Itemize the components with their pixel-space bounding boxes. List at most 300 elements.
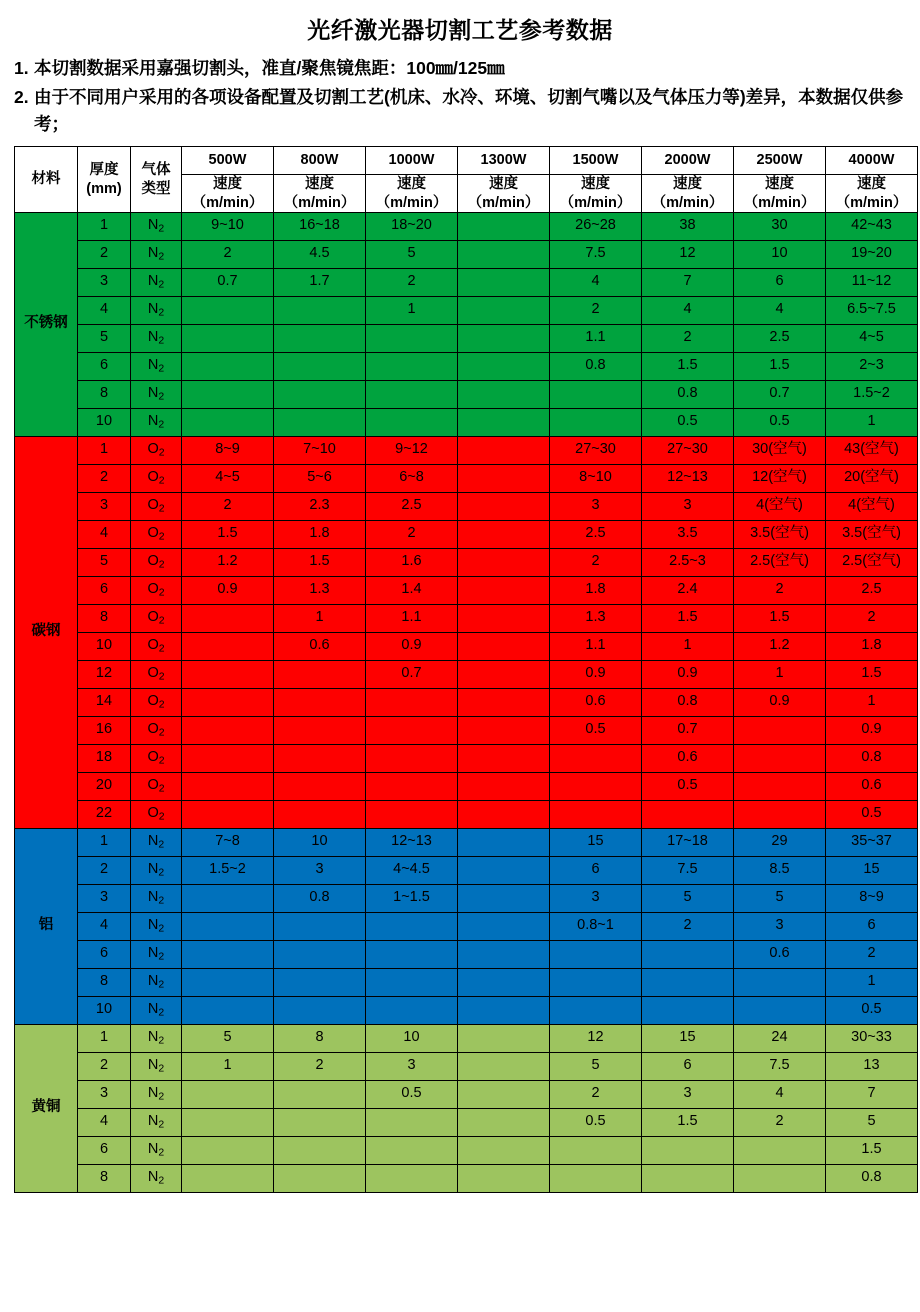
speed-label: 速度 — [213, 176, 242, 193]
speed-cell: 2.5(空气) — [734, 548, 826, 576]
speed-cell: 1.2 — [182, 548, 274, 576]
speed-cell: 3 — [274, 856, 366, 884]
speed-cell — [366, 380, 458, 408]
thickness-cell: 6 — [78, 576, 131, 604]
speed-cell: 8 — [274, 1024, 366, 1052]
speed-cell — [642, 968, 734, 996]
speed-cell: 0.5 — [826, 800, 918, 828]
header-power-2000w: 2000W — [642, 147, 734, 175]
speed-cell: 1 — [274, 604, 366, 632]
gas-cell: $N_2$ — [131, 408, 182, 436]
gas-cell: $N_2$ — [131, 212, 182, 240]
speed-cell: 3 — [550, 884, 642, 912]
thickness-cell: 2 — [78, 464, 131, 492]
speed-cell: 0.8 — [642, 688, 734, 716]
gas-cell: $O_2$ — [131, 464, 182, 492]
speed-cell: 2.5 — [550, 520, 642, 548]
speed-cell: 3.5(空气) — [826, 520, 918, 548]
gas-cell: $N_2$ — [131, 352, 182, 380]
speed-cell — [182, 632, 274, 660]
speed-cell: 0.9 — [366, 632, 458, 660]
material-cell: 铝 — [15, 828, 78, 1024]
table-row — [15, 940, 918, 968]
speed-cell: 0.8~1 — [550, 912, 642, 940]
table-row — [15, 520, 918, 548]
speed-cell: 1.5 — [734, 604, 826, 632]
table-row — [15, 968, 918, 996]
document-page — [0, 12, 920, 1312]
speed-cell — [182, 408, 274, 436]
speed-cell — [366, 1108, 458, 1136]
table-row — [15, 688, 918, 716]
speed-cell: 7~8 — [182, 828, 274, 856]
gas-cell: $N_2$ — [131, 1052, 182, 1080]
speed-cell: 27~30 — [550, 436, 642, 464]
speed-cell: 0.5 — [366, 1080, 458, 1108]
thickness-cell: 14 — [78, 688, 131, 716]
gas-cell: $O_2$ — [131, 604, 182, 632]
speed-cell: 8.5 — [734, 856, 826, 884]
gas-cell: $O_2$ — [131, 520, 182, 548]
speed-cell — [550, 800, 642, 828]
speed-cell — [458, 296, 550, 324]
speed-cell — [274, 800, 366, 828]
speed-label: 速度 — [673, 176, 702, 193]
gas-cell: $N_2$ — [131, 1164, 182, 1192]
speed-cell — [366, 1164, 458, 1192]
speed-cell: 43(空气) — [826, 436, 918, 464]
speed-cell — [274, 296, 366, 324]
page-title: 光纤激光器切割工艺参考数据 — [307, 17, 613, 43]
gas-cell: $N_2$ — [131, 240, 182, 268]
speed-cell — [274, 912, 366, 940]
speed-cell — [366, 772, 458, 800]
speed-cell: 8~9 — [826, 884, 918, 912]
header-thickness-line1: 厚度 — [89, 162, 119, 179]
speed-cell — [642, 1164, 734, 1192]
gas-cell: $O_2$ — [131, 576, 182, 604]
speed-cell — [458, 240, 550, 268]
header-speed-1000w — [366, 175, 458, 212]
note-item — [14, 84, 920, 138]
gas-cell: $N_2$ — [131, 1080, 182, 1108]
speed-cell — [366, 996, 458, 1024]
speed-cell: 2 — [734, 1108, 826, 1136]
speed-cell — [734, 1136, 826, 1164]
speed-cell — [366, 716, 458, 744]
gas-cell: $O_2$ — [131, 800, 182, 828]
note-number: 2. — [14, 87, 29, 108]
header-speed-1500w — [550, 175, 642, 212]
speed-cell: 6.5~7.5 — [826, 296, 918, 324]
speed-unit: （m/min） — [743, 194, 816, 211]
speed-cell: 24 — [734, 1024, 826, 1052]
header-power-800w: 800W — [274, 147, 366, 175]
speed-cell: 5 — [642, 884, 734, 912]
speed-cell: 1 — [826, 968, 918, 996]
speed-cell — [734, 1164, 826, 1192]
header-thickness-line2: (mm) — [86, 180, 122, 197]
speed-cell — [182, 800, 274, 828]
speed-cell: 3 — [366, 1052, 458, 1080]
table-row — [15, 744, 918, 772]
speed-cell: 7 — [642, 268, 734, 296]
note-item — [14, 55, 920, 82]
speed-cell: 1 — [826, 408, 918, 436]
thickness-cell: 8 — [78, 1164, 131, 1192]
header-power-4000w: 4000W — [826, 147, 918, 175]
table-row — [15, 576, 918, 604]
speed-cell — [458, 380, 550, 408]
table-row — [15, 856, 918, 884]
thickness-cell: 4 — [78, 520, 131, 548]
header-speed-500w — [182, 175, 274, 212]
speed-cell — [458, 464, 550, 492]
table-row — [15, 884, 918, 912]
speed-cell — [458, 800, 550, 828]
speed-cell: 4 — [550, 268, 642, 296]
speed-cell — [458, 324, 550, 352]
speed-cell: 1.4 — [366, 576, 458, 604]
table-row — [15, 632, 918, 660]
speed-cell: 1.1 — [550, 632, 642, 660]
speed-cell: 7.5 — [642, 856, 734, 884]
header-speed-2000w — [642, 175, 734, 212]
speed-cell: 3 — [550, 492, 642, 520]
thickness-cell: 6 — [78, 940, 131, 968]
speed-cell: 3 — [642, 1080, 734, 1108]
speed-cell — [458, 716, 550, 744]
speed-cell: 0.6 — [550, 688, 642, 716]
speed-cell — [274, 940, 366, 968]
speed-cell — [274, 1136, 366, 1164]
table-row — [15, 660, 918, 688]
gas-cell: $O_2$ — [131, 548, 182, 576]
speed-cell — [182, 912, 274, 940]
speed-cell: 5 — [734, 884, 826, 912]
speed-cell — [458, 772, 550, 800]
gas-cell: $N_2$ — [131, 968, 182, 996]
speed-cell — [182, 968, 274, 996]
speed-cell — [458, 940, 550, 968]
gas-cell: $N_2$ — [131, 1108, 182, 1136]
speed-cell — [458, 1108, 550, 1136]
speed-cell — [458, 968, 550, 996]
table-header — [15, 147, 918, 212]
speed-cell: 0.8 — [826, 1164, 918, 1192]
speed-cell — [458, 1052, 550, 1080]
speed-cell: 2 — [182, 240, 274, 268]
speed-cell: 17~18 — [642, 828, 734, 856]
speed-cell — [366, 324, 458, 352]
speed-cell: 1.6 — [366, 548, 458, 576]
speed-cell — [550, 1164, 642, 1192]
speed-cell: 2 — [826, 940, 918, 968]
table-row — [15, 772, 918, 800]
table-row — [15, 380, 918, 408]
speed-cell: 20(空气) — [826, 464, 918, 492]
table-row — [15, 436, 918, 464]
speed-cell: 2 — [642, 324, 734, 352]
table-row — [15, 548, 918, 576]
table-row — [15, 1052, 918, 1080]
speed-cell: 4~5 — [182, 464, 274, 492]
speed-cell: 4~5 — [826, 324, 918, 352]
speed-cell: 0.5 — [550, 716, 642, 744]
speed-cell — [274, 1080, 366, 1108]
speed-cell: 0.5 — [642, 408, 734, 436]
gas-cell: $N_2$ — [131, 268, 182, 296]
speed-cell — [274, 660, 366, 688]
thickness-cell: 2 — [78, 1052, 131, 1080]
speed-cell: 1.3 — [550, 604, 642, 632]
table-row — [15, 464, 918, 492]
speed-cell: 1.8 — [274, 520, 366, 548]
speed-cell: 6 — [550, 856, 642, 884]
speed-cell — [458, 576, 550, 604]
speed-cell: 7~10 — [274, 436, 366, 464]
header-speed-1300w — [458, 175, 550, 212]
speed-cell — [458, 884, 550, 912]
gas-cell: $N_2$ — [131, 884, 182, 912]
speed-cell: 4(空气) — [734, 492, 826, 520]
speed-cell: 0.5 — [734, 408, 826, 436]
speed-cell: 10 — [734, 240, 826, 268]
speed-cell: 10 — [366, 1024, 458, 1052]
speed-cell — [366, 912, 458, 940]
speed-cell: 11~12 — [826, 268, 918, 296]
thickness-cell: 8 — [78, 380, 131, 408]
speed-cell: 1.1 — [366, 604, 458, 632]
speed-cell: 7.5 — [550, 240, 642, 268]
thickness-cell: 20 — [78, 772, 131, 800]
speed-cell: 1.7 — [274, 268, 366, 296]
speed-cell: 2 — [274, 1052, 366, 1080]
speed-cell — [458, 268, 550, 296]
speed-cell — [366, 1136, 458, 1164]
speed-cell: 10 — [274, 828, 366, 856]
thickness-cell: 5 — [78, 548, 131, 576]
speed-cell: 0.8 — [826, 744, 918, 772]
speed-cell — [182, 884, 274, 912]
speed-cell — [274, 324, 366, 352]
speed-cell: 13 — [826, 1052, 918, 1080]
speed-cell: 9~10 — [182, 212, 274, 240]
speed-cell: 4~4.5 — [366, 856, 458, 884]
gas-cell: $N_2$ — [131, 1024, 182, 1052]
speed-cell: 0.6 — [734, 940, 826, 968]
speed-cell — [458, 828, 550, 856]
speed-cell: 2 — [826, 604, 918, 632]
speed-cell — [182, 940, 274, 968]
speed-cell: 8~10 — [550, 464, 642, 492]
speed-cell: 38 — [642, 212, 734, 240]
speed-cell — [182, 604, 274, 632]
speed-cell: 1.5 — [274, 548, 366, 576]
speed-cell: 2.5 — [366, 492, 458, 520]
speed-unit: （m/min） — [835, 194, 908, 211]
speed-cell: 2~3 — [826, 352, 918, 380]
speed-label: 速度 — [581, 176, 610, 193]
speed-cell: 1 — [182, 1052, 274, 1080]
header-thickness — [78, 147, 131, 212]
header-speed-800w — [274, 175, 366, 212]
speed-cell — [274, 352, 366, 380]
speed-label: 速度 — [489, 176, 518, 193]
speed-cell: 0.7 — [366, 660, 458, 688]
speed-cell: 4.5 — [274, 240, 366, 268]
speed-cell: 1.5 — [826, 1136, 918, 1164]
thickness-cell: 3 — [78, 268, 131, 296]
notes-section — [14, 55, 920, 138]
speed-cell — [274, 380, 366, 408]
speed-cell — [182, 772, 274, 800]
speed-cell — [182, 688, 274, 716]
speed-cell: 26~28 — [550, 212, 642, 240]
speed-cell: 2 — [734, 576, 826, 604]
table-header-row-power — [15, 147, 918, 175]
speed-cell: 0.5 — [550, 1108, 642, 1136]
speed-cell: 2.5 — [734, 324, 826, 352]
speed-cell: 2 — [642, 912, 734, 940]
gas-cell: $N_2$ — [131, 324, 182, 352]
speed-cell — [642, 940, 734, 968]
table-row — [15, 800, 918, 828]
speed-cell: 2 — [182, 492, 274, 520]
table-row — [15, 240, 918, 268]
thickness-cell: 4 — [78, 296, 131, 324]
speed-cell: 0.9 — [826, 716, 918, 744]
speed-cell — [274, 772, 366, 800]
header-power-500w: 500W — [182, 147, 274, 175]
speed-label: 速度 — [857, 176, 886, 193]
thickness-cell: 3 — [78, 884, 131, 912]
speed-cell — [366, 688, 458, 716]
gas-cell: $O_2$ — [131, 492, 182, 520]
gas-cell: $N_2$ — [131, 996, 182, 1024]
speed-cell: 0.9 — [182, 576, 274, 604]
speed-cell: 4(空气) — [826, 492, 918, 520]
speed-label: 速度 — [397, 176, 426, 193]
speed-cell: 3.5(空气) — [734, 520, 826, 548]
speed-cell — [458, 744, 550, 772]
speed-cell — [458, 548, 550, 576]
thickness-cell: 3 — [78, 492, 131, 520]
speed-cell: 15 — [642, 1024, 734, 1052]
speed-cell: 0.8 — [274, 884, 366, 912]
speed-cell — [182, 352, 274, 380]
thickness-cell: 22 — [78, 800, 131, 828]
speed-cell — [182, 996, 274, 1024]
speed-cell: 15 — [826, 856, 918, 884]
speed-cell: 1.5~2 — [182, 856, 274, 884]
speed-cell: 1.5~2 — [826, 380, 918, 408]
speed-cell — [458, 1136, 550, 1164]
table-row — [15, 1164, 918, 1192]
thickness-cell: 1 — [78, 1024, 131, 1052]
speed-cell: 0.9 — [550, 660, 642, 688]
speed-cell: 0.8 — [550, 352, 642, 380]
speed-cell — [550, 380, 642, 408]
speed-cell: 1.5 — [642, 604, 734, 632]
table-row — [15, 268, 918, 296]
speed-cell: 2.4 — [642, 576, 734, 604]
table-row — [15, 912, 918, 940]
speed-cell — [734, 772, 826, 800]
thickness-cell: 18 — [78, 744, 131, 772]
thickness-cell: 2 — [78, 240, 131, 268]
speed-cell — [734, 716, 826, 744]
speed-cell — [458, 1164, 550, 1192]
speed-cell — [182, 660, 274, 688]
speed-cell: 5 — [550, 1052, 642, 1080]
thickness-cell: 16 — [78, 716, 131, 744]
speed-cell: 1 — [366, 296, 458, 324]
speed-cell — [458, 1080, 550, 1108]
speed-cell — [182, 716, 274, 744]
cutting-parameters-table — [14, 146, 918, 1192]
speed-cell: 30~33 — [826, 1024, 918, 1052]
speed-cell: 3.5 — [642, 520, 734, 548]
speed-cell — [734, 800, 826, 828]
header-material: 材料 — [15, 147, 78, 212]
speed-cell — [458, 212, 550, 240]
speed-cell — [366, 940, 458, 968]
speed-cell — [458, 436, 550, 464]
speed-cell: 19~20 — [826, 240, 918, 268]
header-power-1300w: 1300W — [458, 147, 550, 175]
speed-cell — [366, 352, 458, 380]
gas-cell: $N_2$ — [131, 828, 182, 856]
speed-cell — [550, 1136, 642, 1164]
speed-cell: 0.6 — [642, 744, 734, 772]
table-row — [15, 1108, 918, 1136]
speed-cell — [458, 912, 550, 940]
thickness-cell: 4 — [78, 912, 131, 940]
speed-cell: 2 — [550, 548, 642, 576]
thickness-cell: 6 — [78, 352, 131, 380]
speed-cell: 0.7 — [642, 716, 734, 744]
speed-cell: 0.8 — [642, 380, 734, 408]
speed-cell — [458, 1024, 550, 1052]
table-row — [15, 296, 918, 324]
speed-cell: 16~18 — [274, 212, 366, 240]
gas-cell: $N_2$ — [131, 856, 182, 884]
speed-cell: 1~1.5 — [366, 884, 458, 912]
header-speed-4000w — [826, 175, 918, 212]
table-row — [15, 1024, 918, 1052]
speed-cell — [458, 660, 550, 688]
speed-cell: 1.3 — [274, 576, 366, 604]
speed-cell — [458, 604, 550, 632]
table-row — [15, 828, 918, 856]
material-cell: 碳钢 — [15, 436, 78, 828]
speed-cell — [182, 380, 274, 408]
speed-cell — [642, 1136, 734, 1164]
header-power-1500w: 1500W — [550, 147, 642, 175]
table-row — [15, 408, 918, 436]
speed-cell — [458, 520, 550, 548]
header-gas-line2: 类型 — [141, 180, 171, 197]
speed-cell: 1.5 — [642, 352, 734, 380]
gas-cell: $N_2$ — [131, 1136, 182, 1164]
speed-cell: 1.5 — [734, 352, 826, 380]
speed-unit: （m/min） — [467, 194, 540, 211]
speed-cell: 5 — [182, 1024, 274, 1052]
header-gas-line1: 气体 — [141, 162, 171, 179]
speed-cell: 0.6 — [274, 632, 366, 660]
speed-cell — [366, 408, 458, 436]
